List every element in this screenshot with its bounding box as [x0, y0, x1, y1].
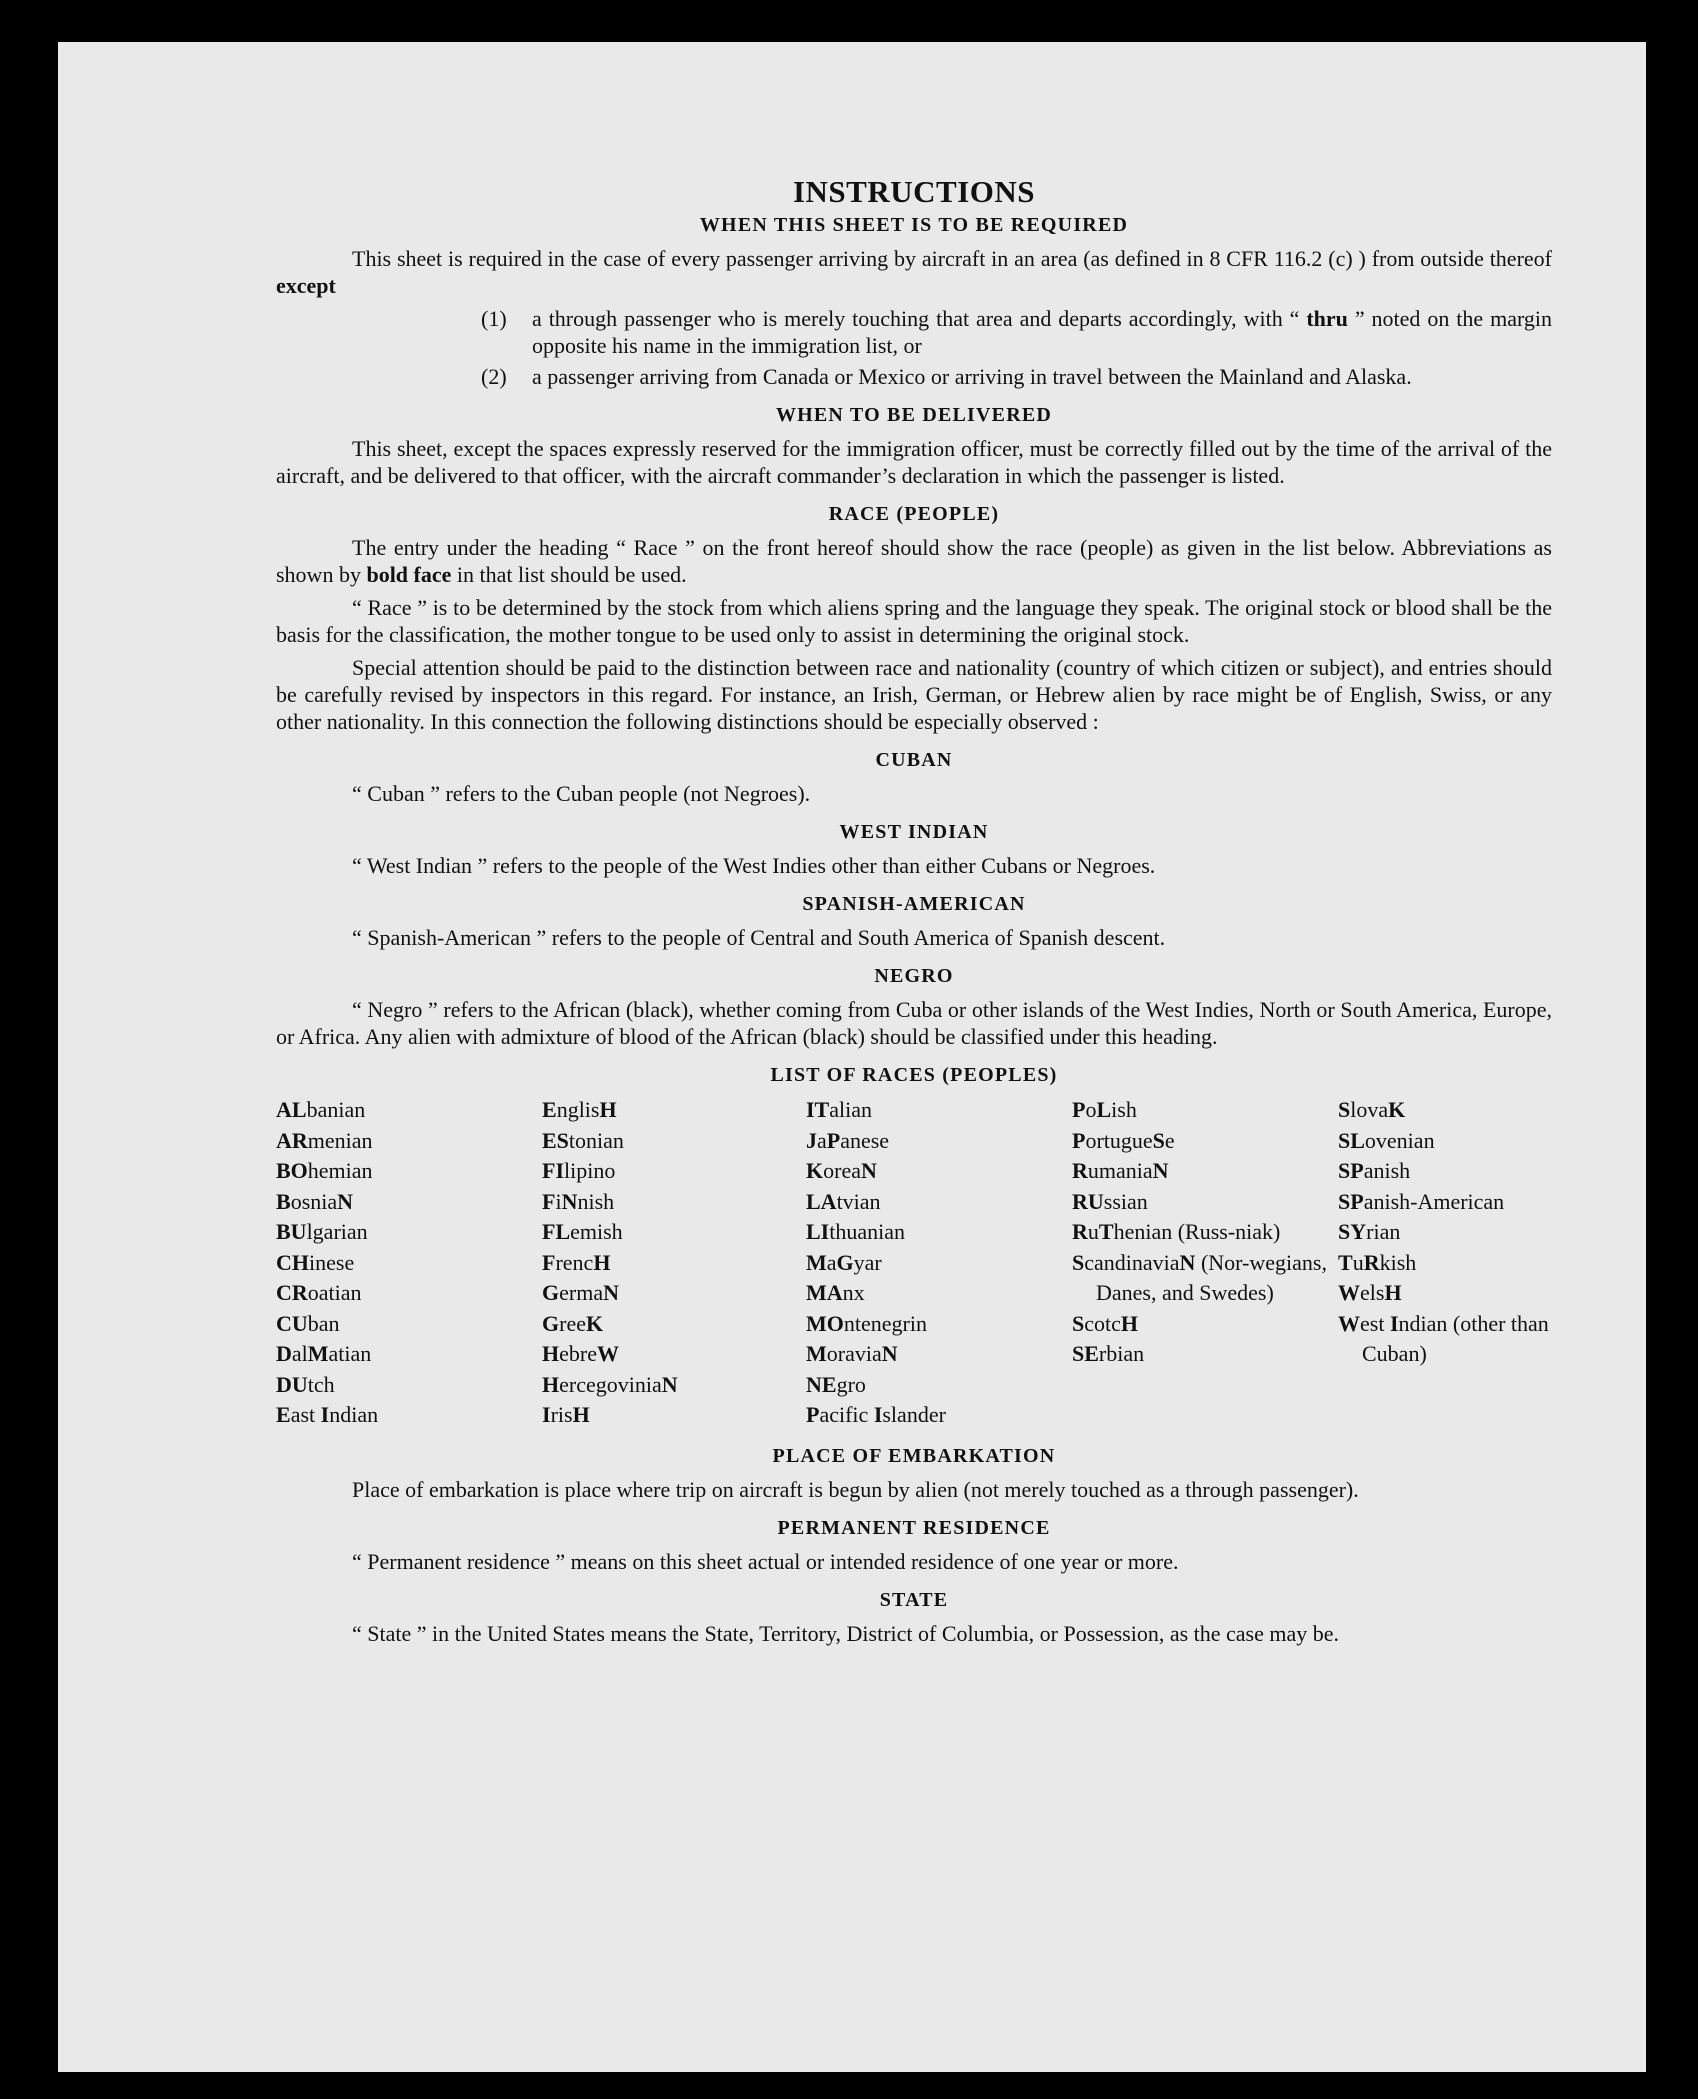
race-entry: SLovenian	[1338, 1127, 1435, 1153]
race-entry: CRoatian	[276, 1280, 362, 1306]
races-column	[1338, 1095, 1552, 1431]
race-entry: NEgro	[806, 1371, 866, 1397]
race-entry: MoraviaN	[806, 1341, 898, 1367]
race-entry: PoLish	[1072, 1097, 1137, 1123]
state-text: “ State ” in the United States means the State, Territory, District of Columbia, or Possession, as the case may be.	[352, 1620, 1340, 1646]
race-entry: EnglisH	[542, 1097, 617, 1123]
heading-when-delivered: WHEN TO BE DELIVERED	[775, 404, 1053, 427]
race-entry: LIthuanian	[806, 1219, 906, 1245]
race-entry: SPanish	[1338, 1158, 1411, 1184]
heading-negro: NEGRO	[874, 965, 954, 988]
page-title: INSTRUCTIONS	[792, 174, 1035, 209]
race-entry: ARmenian	[276, 1127, 373, 1153]
race-entry: IrisH	[542, 1402, 590, 1428]
west-indian-text: “ West Indian ” refers to the people of the West Indies other than either Cubans or Negroes.	[352, 853, 1156, 879]
spanish-american-text: “ Spanish-American ” refers to the people of Central and South America of Spanish descent.	[352, 925, 1166, 951]
races-column	[1072, 1095, 1338, 1431]
race-entry: RUssian	[1072, 1188, 1148, 1214]
races-column	[276, 1095, 542, 1431]
document-page	[58, 42, 1646, 2072]
race-entry: West Indian (other than Cuban)	[1338, 1310, 1549, 1367]
race-entry: Pacific Islander	[806, 1402, 946, 1428]
race-entry: SYrian	[1338, 1219, 1401, 1245]
cuban-text: “ Cuban ” refers to the Cuban people (not Negroes).	[352, 781, 811, 807]
race-entry: RumaniaN	[1072, 1158, 1169, 1184]
negro-text: “ Negro ” refers to the African (black), whether coming from Cuba or other islands of the West Indies, North or South America, Europe, or Africa. Any alien with admixture of blood of the African (black) should be classified under this heading.	[276, 997, 1552, 1050]
permanent-residence-text: “ Permanent residence ” means on this sheet actual or intended residence of one year or more.	[352, 1548, 1179, 1574]
race-entry: EStonian	[542, 1127, 624, 1153]
race-entry: RuThenian (Russ-niak)	[1072, 1219, 1281, 1245]
race-entry: TuRkish	[1338, 1249, 1417, 1275]
race-entry: HebreW	[542, 1341, 619, 1367]
race-entry: CUban	[276, 1310, 340, 1336]
race-entry: ScandinaviaN (Nor-wegians, Danes, and Swedes)	[1072, 1249, 1327, 1306]
embarkation-text: Place of embarkation is place where trip on aircraft is begun by alien (not merely touched as a through passenger).	[352, 1476, 1359, 1502]
race-entry: SErbian	[1072, 1341, 1145, 1367]
race-entry: ITalian	[806, 1097, 873, 1123]
race-entry: ALbanian	[276, 1097, 366, 1123]
races-list	[276, 1095, 1552, 1431]
race-paragraph-2: “ Race ” is to be determined by the stock from which aliens spring and the language they speak. The original stock or blood shall be the basis for the classification, the mother tongue to be used only to assist in determining the original stock.	[276, 595, 1552, 648]
race-entry: DUtch	[276, 1371, 335, 1397]
race-entry: FLemish	[542, 1219, 623, 1245]
when-delivered-text: This sheet, except the spaces expressly reserved for the immigration officer, must be correctly filled out by the time of the arrival of the aircraft, and be delivered to that officer, with the aircraft commander’s declaration in which the passenger is listed.	[276, 436, 1552, 489]
exception-number: (1)	[481, 306, 507, 332]
race-entry: FIlipino	[542, 1158, 616, 1184]
race-entry: SPanish-American	[1338, 1188, 1505, 1214]
heading-state: STATE	[879, 1588, 949, 1611]
heading-spanish-american: SPANISH-AMERICAN	[802, 893, 1026, 916]
race-entry: SlovaK	[1338, 1097, 1406, 1123]
heading-cuban: CUBAN	[875, 749, 953, 772]
race-entry: HercegoviniaN	[542, 1371, 678, 1397]
race-entry: BUlgarian	[276, 1219, 368, 1245]
race-entry: BosniaN	[276, 1188, 354, 1214]
race-entry: MAnx	[806, 1280, 865, 1306]
document-content	[276, 172, 1552, 1653]
race-entry: DalMatian	[276, 1341, 372, 1367]
race-entry: East Indian	[276, 1402, 379, 1428]
race-paragraph-3: Special attention should be paid to the distinction between race and nationality (country of which citizen or subject), and entries should be carefully revised by inspectors in this regard. For instance, an Irish, German, or Hebrew alien by race might be of English, Swiss, or any other nationality. In this connection the following distinctions should be especially observed :	[276, 655, 1552, 735]
exception-number: (2)	[481, 364, 507, 390]
heading-embarkation: PLACE OF EMBARKATION	[772, 1444, 1056, 1467]
heading-list-of-races: LIST OF RACES (PEOPLES)	[770, 1064, 1058, 1087]
race-entry: CHinese	[276, 1249, 355, 1275]
race-entry: GermaN	[542, 1280, 619, 1306]
race-entry: LAtvian	[806, 1188, 881, 1214]
heading-race: RACE (PEOPLE)	[828, 503, 1000, 526]
heading-when-required: WHEN THIS SHEET IS TO BE REQUIRED	[699, 214, 1129, 237]
race-entry: WelsH	[1338, 1280, 1402, 1306]
races-column	[542, 1095, 806, 1431]
race-entry: PortugueSe	[1072, 1127, 1175, 1153]
races-column	[806, 1095, 1072, 1431]
race-entry: FiNnish	[542, 1188, 615, 1214]
race-entry: JaPanese	[806, 1127, 890, 1153]
heading-west-indian: WEST INDIAN	[839, 821, 989, 844]
race-entry: ScotcH	[1072, 1310, 1139, 1336]
race-entry: FrencH	[542, 1249, 611, 1275]
race-entry: MaGyar	[806, 1249, 882, 1275]
race-entry: MOntenegrin	[806, 1310, 927, 1336]
exception-item-1: (1) a through passenger who is merely touching that area and departs accordingly, with “ thru ” noted on the margin opposite his name in the immigration list, or	[481, 306, 1553, 359]
exception-item-2: (2) a passenger arriving from Canada or Mexico or arriving in travel between the Mainland and Alaska.	[481, 364, 1412, 390]
race-entry: BOhemian	[276, 1158, 373, 1184]
race-entry: KoreaN	[806, 1158, 877, 1184]
when-required-intro: This sheet is required in the case of every passenger arriving by aircraft in an area (as defined in 8 CFR 116.2 (c) ) from outside thereof except	[276, 246, 1552, 299]
heading-permanent-residence: PERMANENT RESIDENCE	[777, 1516, 1051, 1539]
race-paragraph-1: The entry under the heading “ Race ” on the front hereof should show the race (people) as given in the list below. Abbreviations as shown by bold face in that list should be used.	[276, 535, 1552, 588]
race-entry: GreeK	[542, 1310, 604, 1336]
